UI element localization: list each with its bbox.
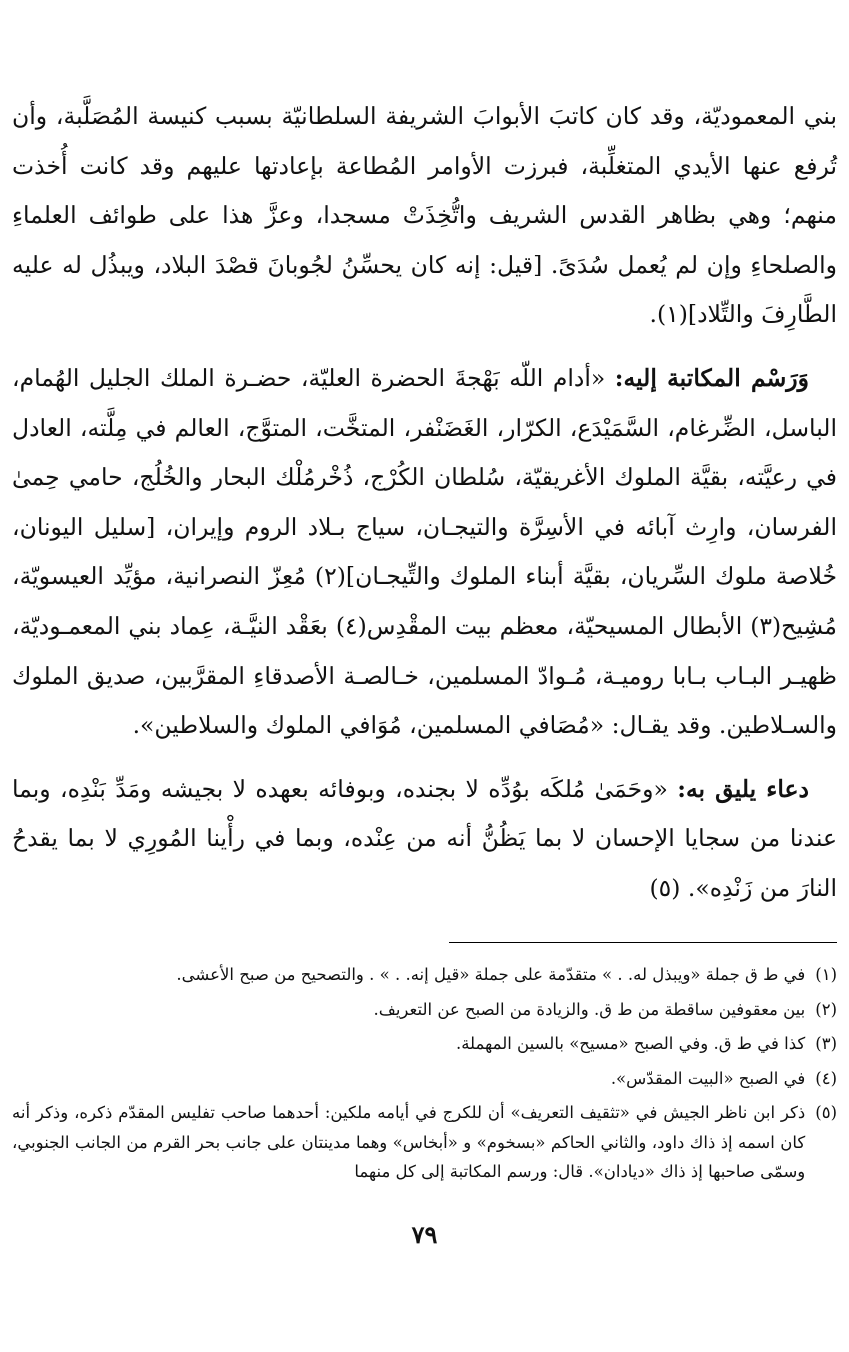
footnote-text: كذا في ط ق. وفي الصبح «مسيح» بالسين المهملة.: [455, 1034, 806, 1053]
paragraph-2-heading: وَرَسْم المكاتبة إليه:: [614, 363, 809, 392]
footnote: [12, 960, 837, 990]
footnote-number: (٣): [815, 1034, 837, 1053]
footnote: [12, 995, 837, 1025]
main-text: [12, 92, 837, 914]
paragraph-2: [12, 354, 837, 751]
footnote-number: (٤): [815, 1068, 837, 1088]
paragraph-1: بني المعموديّة، وقد كان كاتبَ الأبوابَ الشريفة السلطانيّة بسبب كنيسة المُصَلَّبة، وأن تُرفع عنها الأيدي المتغلِّبة، فبرزت الأوامر المُطاعة بإعادتها عليهم وقد كانت أُخذت منهم؛ وهي بظاهر القدس الشريف واتُّخِذَتْ مسجدا، وعزَّ هذا على طوائف العلماءِ والصلحاءِ وإن لم يُعمل سُدَىً. [قيل: إنه كان يحسِّنُ لجُوبانَ قصْدَ البلاد، ويبذُل له عليه الطَّارِفَ والتِّلاد](١).: [12, 102, 837, 329]
page-number: ٧٩: [411, 1220, 438, 1249]
paragraph-3: [12, 765, 837, 914]
paragraph-3-text: «وحَمَىٰ مُلكَه بوُدِّه لا بجنده، وبوفائه بعهده لا بجيشه ومَدِّ بَنْدِه، وبما عندنا من سجايا الإحسان لا بما يَظُنُّ أنه من عِنْده، وبما في رأْينا المُورِي لا بما يقدحُ النارَ من زَنْدِه». (٥): [12, 774, 837, 902]
footnote-number: (١): [815, 965, 837, 984]
footnote: [12, 1064, 837, 1094]
footnote-separator: [449, 942, 837, 943]
footnote-text: ذكر ابن ناظر الجيش في «تثقيف التعريف» أن للكرج في أيامه ملكين: أحدهما صاحب تفليس المقدّم ذكره، وذكر أنه كان اسمه إذ ذاك داود، والثاني الحاكم «بسخوم» و «أبخاس» وهما مدينتان على جانب بحر القرم من الجانب الجنوبي، وسمّى صاحبها إذ ذاك «دیادان». قال: ورسم المكاتبة إلى كل منهما: [12, 1103, 806, 1181]
footnotes: [12, 960, 837, 1192]
footnote-text: في ط ق جملة «ويبذل له. . » متقدّمة على جملة «قيل إنه. . » . والتصحيح من صبح الأعشى.: [176, 965, 806, 984]
footnote: [12, 1029, 837, 1059]
footnote-number: (٥): [815, 1103, 837, 1122]
paragraph-2-text: «أدام اللّه بَهْجةَ الحضرة العليّة، حضـرة الملك الجليل الهُمام، الباسل، الضِّرغام، السَّمَيْدَع، الكرّار، الغَضَنْفر، المتخَّت، المتوَّج، العالم في مِلَّته، العادل في رعيَّته، بقيَّة الملوك الأغريقيّة، سُلطان الكُرْج، ذُخْرمُلْك البحار والخُلُج، حامي حِمىٰ الفرسان، وارِث آبائه في الأسِرَّة والتيجـان، سياج بـلاد الروم وإيران، [سليل اليونان، خُلاصة ملوك السِّريان، بقيَّة أبناء الملوك والتِّيجـان](٢) مُعِزّ النصرانية، مؤيِّد العيسويّة، مُشِيح(٣) الأبطال المسيحيّة، معظم بيت المقْدِس(٤) بعَقْد النيَّـة، عِماد بني المعمـوديّة، ظهيـر البـاب بـابا روميـة، مُـوادّ المسلمين، خـالصـة الأصدقاءِ المقرَّبين، صديق الملوك والسـلاطين. وقد يقـال: «مُصَافي المسلمين، مُوَافي الملوك والسلاطين».: [12, 363, 837, 740]
footnote-text: بين معقوفين ساقطة من ط ق. والزيادة من الصبح عن التعريف.: [373, 999, 806, 1019]
paragraph-3-heading: دعاء يليق به:: [677, 774, 809, 803]
footnote-text: في الصبح «البيت المقدّس».: [610, 1068, 806, 1088]
footnote-number: (٢): [815, 999, 837, 1019]
footnote: [12, 1098, 837, 1187]
